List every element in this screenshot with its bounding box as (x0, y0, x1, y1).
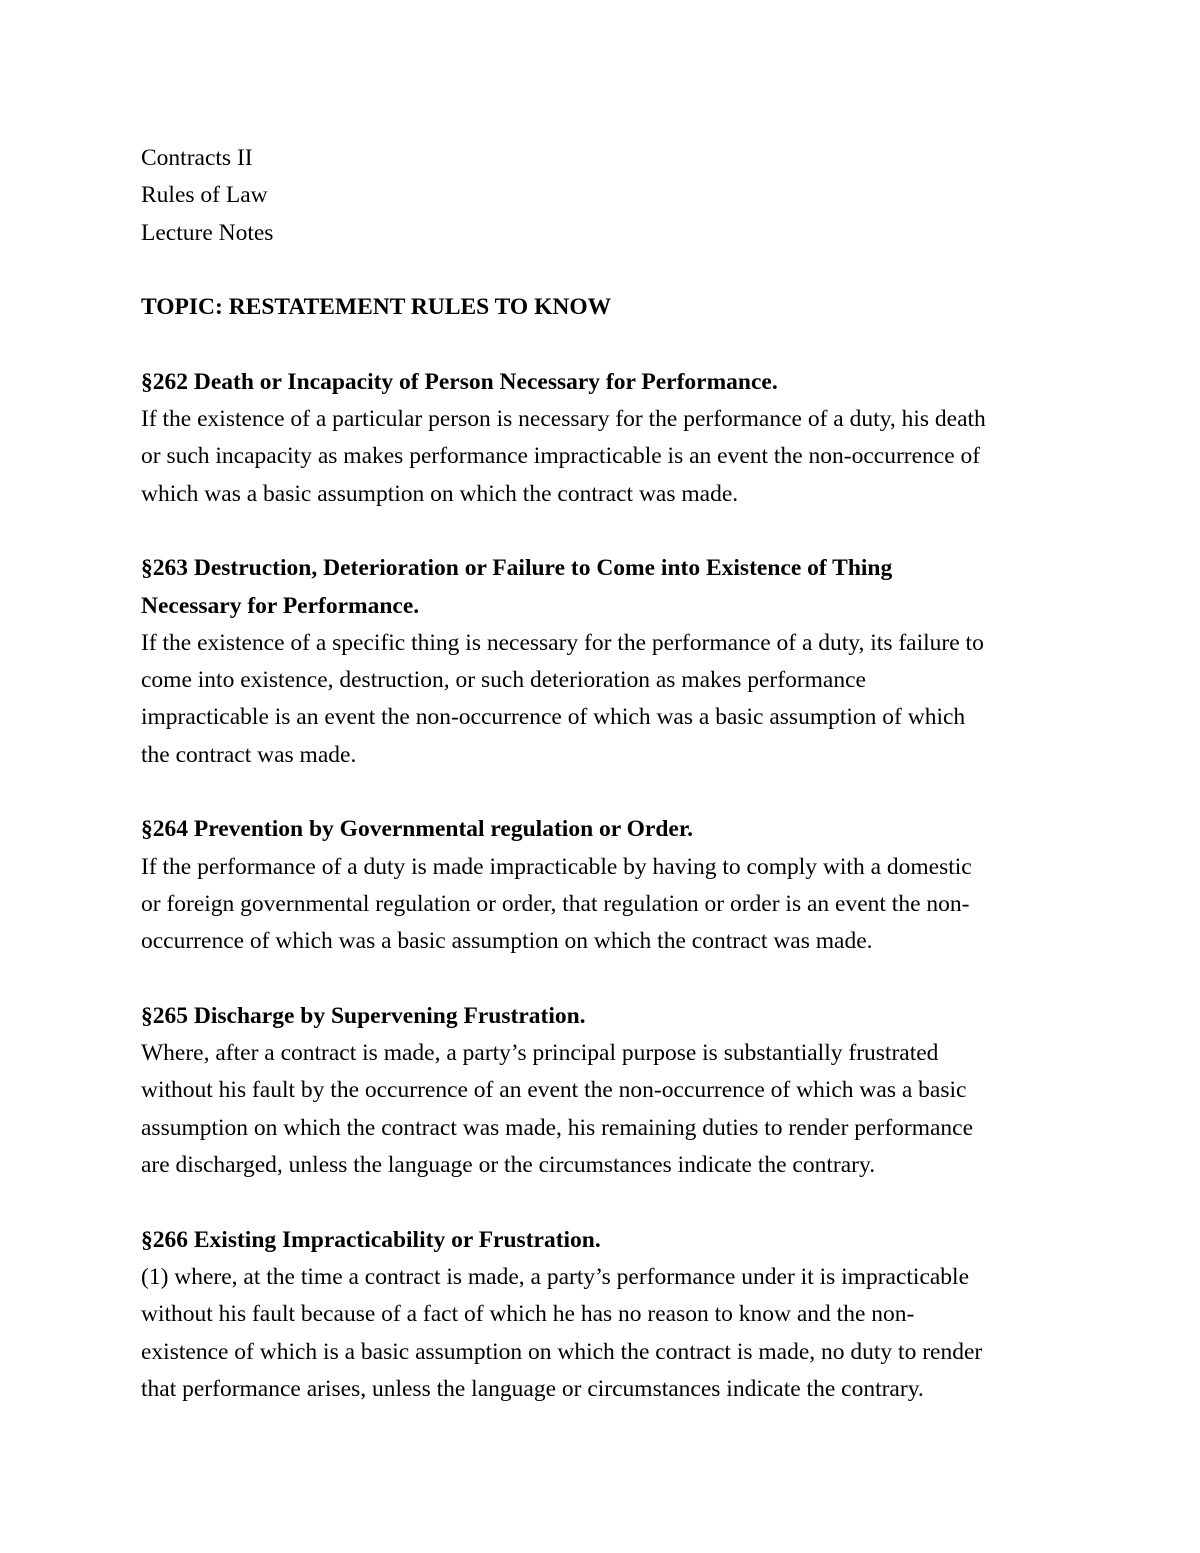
section-heading: §264 Prevention by Governmental regulation or Order. (141, 816, 693, 843)
sections-container (141, 326, 1071, 1408)
restatement-section (141, 1222, 1071, 1408)
document-kind: Lecture Notes (141, 219, 274, 246)
section-heading: §262 Death or Incapacity of Person Necessary for Performance. (141, 368, 778, 395)
section-body-line: which was a basic assumption on which the contract was made. (141, 480, 739, 507)
section-body-line: Where, after a contract is made, a party’s principal purpose is substantially frustrated (141, 1040, 939, 1067)
section-heading: §263 Destruction, Deterioration or Failure to Come into Existence of Thing (141, 555, 893, 582)
section-heading: §266 Existing Impracticability or Frustration. (141, 1226, 601, 1253)
restatement-section (141, 811, 1071, 960)
spacer (141, 326, 1071, 363)
document-header (141, 140, 1071, 252)
document-page (141, 140, 1071, 1408)
restatement-section (141, 364, 1071, 513)
section-body-line: that performance arises, unless the language or circumstances indicate the contrary. (141, 1375, 924, 1402)
section-body-line: assumption on which the contract was made, his remaining duties to render performance (141, 1114, 974, 1141)
section-body-line: without his fault because of a fact of which he has no reason to know and the non- (141, 1301, 915, 1328)
section-body-line: If the existence of a particular person is necessary for the performance of a duty, his death (141, 406, 986, 433)
topic-heading: TOPIC: RESTATEMENT RULES TO KNOW (141, 294, 612, 321)
spacer (141, 513, 1071, 550)
section-body-line: the contract was made. (141, 741, 357, 768)
section-body-line: come into existence, destruction, or such deterioration as makes performance (141, 667, 866, 694)
section-body-line: existence of which is a basic assumption on which the contract is made, no duty to render (141, 1338, 983, 1365)
section-body-line: occurrence of which was a basic assumption on which the contract was made. (141, 928, 873, 955)
document-subtitle: Rules of Law (141, 182, 268, 209)
section-body-line: (1) where, at the time a contract is made, a party’s performance under it is impracticable (141, 1263, 970, 1290)
course-title: Contracts II (141, 145, 253, 171)
section-body-line: or foreign governmental regulation or order, that regulation or order is an event the non- (141, 890, 970, 917)
spacer (141, 252, 1071, 289)
restatement-section (141, 998, 1071, 1184)
section-body-line: or such incapacity as makes performance impracticable is an event the non-occurrence of (141, 443, 981, 470)
section-body-line: without his fault by the occurrence of an event the non-occurrence of which was a basic (141, 1077, 967, 1104)
section-heading: §265 Discharge by Supervening Frustration. (141, 1002, 586, 1029)
restatement-section (141, 550, 1071, 774)
section-body-line: If the performance of a duty is made impracticable by having to comply with a domestic (141, 853, 972, 880)
spacer (141, 774, 1071, 811)
section-body-line: If the existence of a specific thing is necessary for the performance of a duty, its failure to (141, 629, 984, 656)
spacer (141, 961, 1071, 998)
section-heading: Necessary for Performance. (141, 592, 420, 619)
spacer (141, 1184, 1071, 1221)
section-body-line: impracticable is an event the non-occurrence of which was a basic assumption of which (141, 704, 966, 731)
section-body-line: are discharged, unless the language or the circumstances indicate the contrary. (141, 1152, 876, 1179)
